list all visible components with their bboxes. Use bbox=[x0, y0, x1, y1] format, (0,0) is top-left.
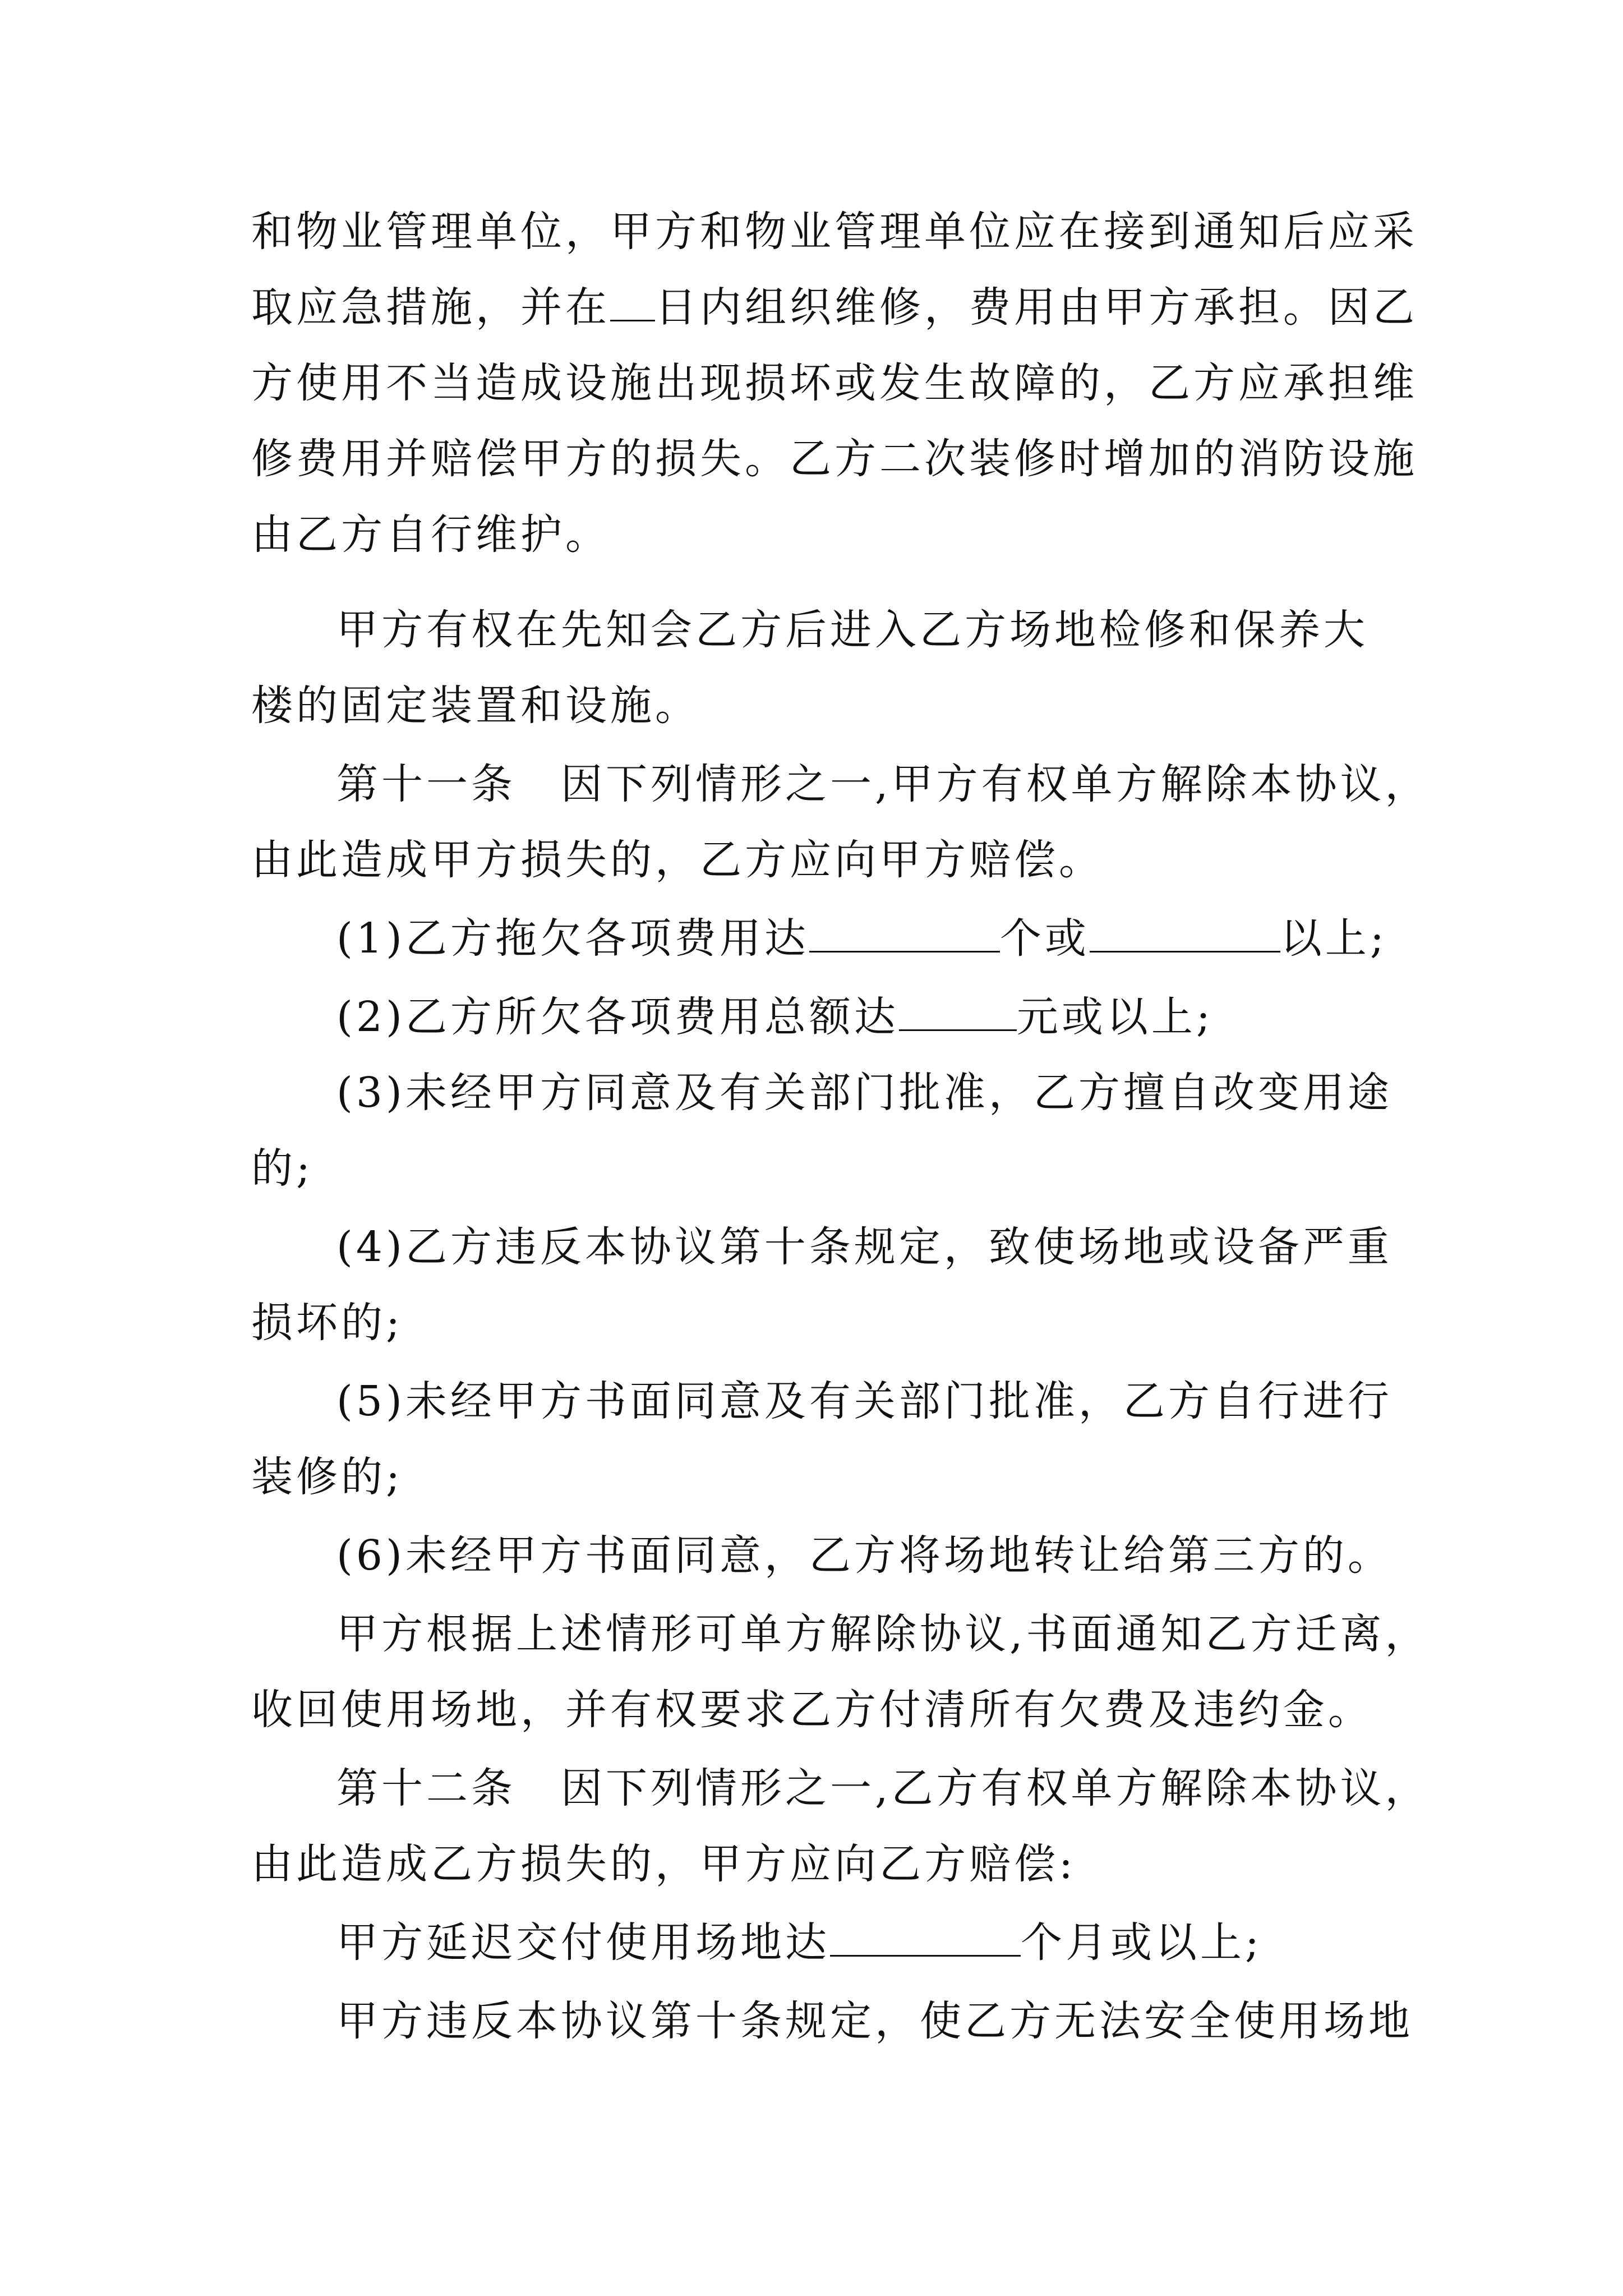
text-line bbox=[251, 666, 1384, 745]
text-span: 收回使用场地，并有权要求乙方付清所有欠费及违约金。 bbox=[251, 1686, 1373, 1734]
text-span: 甲方延迟交付使用场地达 bbox=[336, 1918, 830, 1967]
text-span: 由此造成乙方损失的，甲方应向乙方赔偿: bbox=[251, 1840, 1076, 1888]
fill-blank[interactable] bbox=[830, 1924, 1021, 1957]
text-span: (1)乙方拖欠各项费用达 bbox=[336, 914, 809, 963]
text-line bbox=[251, 192, 1418, 271]
text-span: 甲方根据上述情形可单方解除协议,书面通知乙方迁离， bbox=[336, 1610, 1430, 1658]
text-line bbox=[336, 1982, 1413, 2060]
fill-blank[interactable] bbox=[899, 998, 1017, 1031]
text-line bbox=[336, 745, 1430, 823]
text-line bbox=[336, 899, 1391, 978]
text-span: (3)未经甲方同意及有关部门批准，乙方擅自改变用途 bbox=[336, 1069, 1393, 1117]
fill-blank[interactable] bbox=[610, 288, 655, 321]
text-span: 由此造成甲方损失的，乙方应向甲方赔偿。 bbox=[251, 836, 1104, 884]
text-span: 取应急措施，并在 bbox=[251, 283, 610, 332]
text-span: 楼的固定装置和设施。 bbox=[251, 682, 700, 730]
text-span: 以上; bbox=[1280, 914, 1387, 963]
text-line bbox=[336, 591, 1391, 669]
text-line bbox=[251, 821, 1384, 899]
text-span: 日内组织维修，费用由甲方承担。因乙 bbox=[655, 283, 1418, 332]
text-span: 和物业管理单位，甲方和物业管理单位应在接到通知后应采 bbox=[251, 208, 1418, 256]
text-line bbox=[251, 495, 1384, 574]
text-span: 由乙方自行维护。 bbox=[251, 510, 610, 559]
text-line bbox=[251, 1825, 1384, 1903]
text-line bbox=[336, 1749, 1430, 1828]
text-span: 个月或以上; bbox=[1021, 1918, 1262, 1967]
text-span: 方使用不当造成设施出现损坏或发生故障的，乙方应承担维 bbox=[251, 359, 1418, 407]
text-span: 元或以上; bbox=[1016, 993, 1214, 1041]
text-line bbox=[251, 1129, 1384, 1208]
text-span: 装修的; bbox=[251, 1453, 403, 1501]
text-span: (5)未经甲方书面同意及有关部门批准，乙方自行进行 bbox=[336, 1377, 1393, 1425]
text-line bbox=[251, 268, 1418, 347]
text-line bbox=[336, 1516, 1391, 1595]
text-line bbox=[251, 1671, 1384, 1749]
text-span: 损坏的; bbox=[251, 1299, 403, 1347]
text-line bbox=[251, 420, 1418, 498]
text-line bbox=[251, 1283, 1384, 1362]
text-span: (6)未经甲方书面同意，乙方将场地转让给第三方的。 bbox=[336, 1531, 1393, 1580]
text-span: 个或 bbox=[999, 914, 1090, 963]
text-line bbox=[251, 1438, 1384, 1516]
text-span: (4)乙方违反本协议第十条规定，致使场地或设备严重 bbox=[336, 1223, 1393, 1271]
text-line bbox=[336, 1595, 1430, 1673]
text-span: 修费用并赔偿甲方的损失。乙方二次装修时增加的消防设施 bbox=[251, 435, 1418, 483]
text-line bbox=[336, 1053, 1391, 1132]
text-line bbox=[336, 1208, 1391, 1286]
text-line bbox=[336, 1362, 1391, 1441]
fill-blank[interactable] bbox=[809, 919, 1000, 953]
text-line bbox=[336, 978, 1391, 1056]
text-line bbox=[251, 344, 1418, 422]
fill-blank[interactable] bbox=[1090, 919, 1280, 953]
text-line bbox=[336, 1903, 1391, 1982]
text-span: 的; bbox=[251, 1144, 313, 1193]
text-span: 甲方违反本协议第十条规定，使乙方无法安全使用场地 bbox=[336, 1997, 1413, 2045]
text-span: 甲方有权在先知会乙方后进入乙方场地检修和保养大 bbox=[336, 606, 1368, 654]
text-span: 第十二条 因下列情形之一,乙方有权单方解除本协议， bbox=[336, 1764, 1430, 1812]
text-span: 第十一条 因下列情形之一,甲方有权单方解除本协议， bbox=[336, 760, 1430, 808]
text-span: (2)乙方所欠各项费用总额达 bbox=[336, 993, 899, 1041]
